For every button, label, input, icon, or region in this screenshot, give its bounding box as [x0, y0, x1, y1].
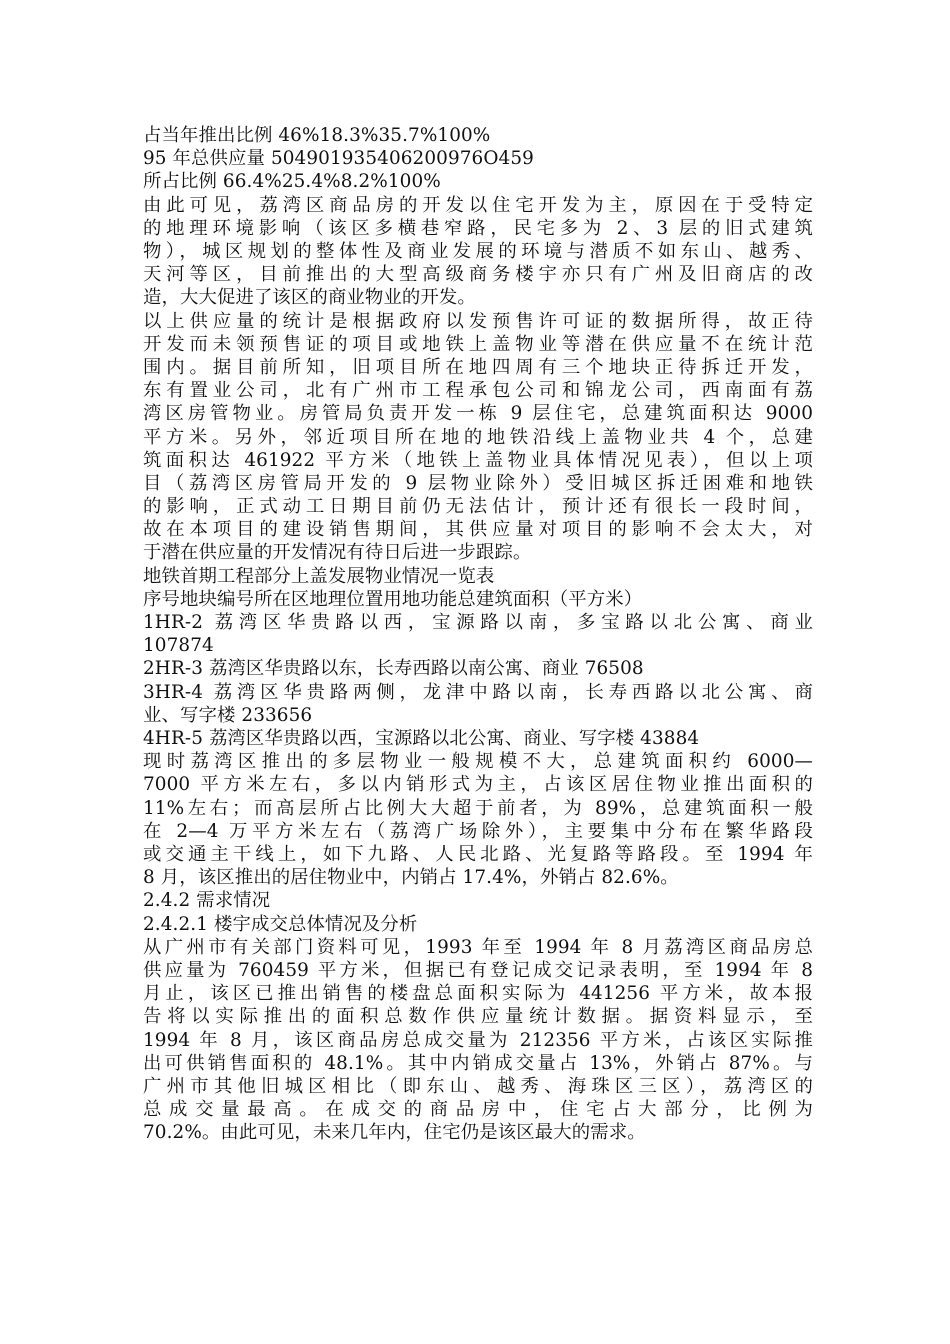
- text-line-39: 告将以实际推出的面积总数作供应量统计数据。据资料显示，至: [143, 1006, 813, 1028]
- text-line-37: 供应量为 760459 平方米，但据已有登记成交记录表明，至 1994 年 8: [143, 959, 813, 981]
- text-line-40: 1994 年 8 月，该区商品房总成交量为 212356 平方米，占该区实际推: [143, 1029, 813, 1051]
- section-heading-2-4-2: 2.4.2 需求情况: [143, 890, 271, 912]
- text-line-4: 由此可见，荔湾区商品房的开发以住宅开发为主，原因在于受特定: [143, 194, 813, 216]
- text-line-16: 目（荔湾区房管局开发的 9 层物业除外）受旧城区拆迁困难和地铁: [143, 472, 813, 494]
- text-line-33: 8 月，该区推出的居住物业中，内销占 17.4%，外销占 82.6%。: [143, 867, 679, 889]
- text-line-17: 的影响，正式动工日期目前仍无法估计，预计还有很长一段时间，: [143, 496, 813, 518]
- text-line-32: 或交通主干线上，如下九路、人民北路、光复路等路段。至 1994 年: [143, 843, 813, 865]
- text-line-8: 造，大大促进了该区的商业物业的开发。: [143, 287, 476, 309]
- table-row-3-cont: 业、写字楼 233656: [143, 704, 313, 726]
- text-line-44: 70.2%。由此可见，未来几年内，住宅仍是该区最大的需求。: [143, 1122, 646, 1144]
- section-heading-2-4-2-1: 2.4.2.1 楼宇成交总体情况及分析: [143, 913, 418, 935]
- text-line-2: 95 年总供应量 504901935406200976O459: [143, 148, 534, 170]
- text-line-6: 物），城区规划的整体性及商业发展的环境与潜质不如东山、越秀、: [143, 240, 813, 262]
- text-line-14: 平方米。另外，邻近项目所在地的地铁沿线上盖物业共 4 个，总建: [143, 426, 813, 448]
- table-row-1: 1HR-2 荔湾区华贵路以西，宝源路以南，多宝路以北公寓、商业: [143, 612, 813, 634]
- text-line-31: 在 2—4 万平方米左右（荔湾广场除外），主要集中分布在繁华路段: [143, 820, 813, 842]
- text-line-41: 出可供销售面积的 48.1%。其中内销成交量占 13%，外销占 87%。与: [143, 1052, 813, 1074]
- text-line-15: 筑面积达 461922 平方米（地铁上盖物业具体情况见表），但以上项: [143, 449, 813, 471]
- text-line-30: 11%左右；而高层所占比例大大超于前者，为 89%，总建筑面积一般: [143, 797, 813, 819]
- table-header: 序号地块编号所在区地理位置用地功能总建筑面积（平方米）: [143, 588, 643, 610]
- text-line-13: 湾区房管物业。房管局负责开发一栋 9 层住宅，总建筑面积达 9000: [143, 403, 813, 425]
- table-title: 地铁首期工程部分上盖发展物业情况一览表: [143, 565, 495, 587]
- text-line-11: 围内。据目前所知，旧项目所在地四周有三个地块正待拆迁开发，: [143, 356, 813, 378]
- text-line-19: 于潜在供应量的开发情况有待日后进一步跟踪。: [143, 542, 532, 564]
- text-line-38: 月止，该区已推出销售的楼盘总面积实际为 441256 平方米，故本报: [143, 983, 813, 1005]
- text-line-42: 广州市其他旧城区相比（即东山、越秀、海珠区三区），荔湾区的: [143, 1075, 813, 1097]
- text-line-10: 开发而未领预售证的项目或地铁上盖物业等潜在供应量不在统计范: [143, 333, 813, 355]
- table-row-2: 2HR-3 荔湾区华贵路以东，长寿西路以南公寓、商业 76508: [143, 658, 644, 680]
- text-line-36: 从广州市有关部门资料可见，1993 年至 1994 年 8 月荔湾区商品房总: [143, 936, 813, 958]
- table-row-4: 4HR-5 荔湾区华贵路以西，宝源路以北公寓、商业、写字楼 43884: [143, 728, 700, 750]
- document-page: [143, 124, 813, 1144]
- text-line-12: 东有置业公司，北有广州市工程承包公司和锦龙公司，西南面有荔: [143, 380, 813, 402]
- table-row-1-cont: 107874: [143, 635, 214, 657]
- text-line-29: 7000 平方米左右，多以内销形式为主，占该区居住物业推出面积的: [143, 774, 813, 796]
- text-line-7: 天河等区，目前推出的大型高级商务楼宇亦只有广州及旧商店的改: [143, 264, 813, 286]
- text-line-5: 的地理环境影响（该区多横巷窄路，民宅多为 2、3 层的旧式建筑: [143, 217, 813, 239]
- text-line-18: 故在本项目的建设销售期间，其供应量对项目的影响不会太大，对: [143, 519, 813, 541]
- text-line-28: 现时荔湾区推出的多层物业一般规模不大，总建筑面积约 6000—: [143, 751, 813, 773]
- text-line-9: 以上供应量的统计是根据政府以发预售许可证的数据所得，故正待: [143, 310, 813, 332]
- text-line-43: 总成交量最高。在成交的商品房中，住宅占大部分，比例为: [143, 1099, 813, 1121]
- table-row-3: 3HR-4 荔湾区华贵路两侧，龙津中路以南，长寿西路以北公寓、商: [143, 681, 813, 703]
- text-line-3: 所占比例 66.4%25.4%8.2%100%: [143, 171, 441, 193]
- text-line-1: 占当年推出比例 46%18.3%35.7%100%: [143, 125, 491, 146]
